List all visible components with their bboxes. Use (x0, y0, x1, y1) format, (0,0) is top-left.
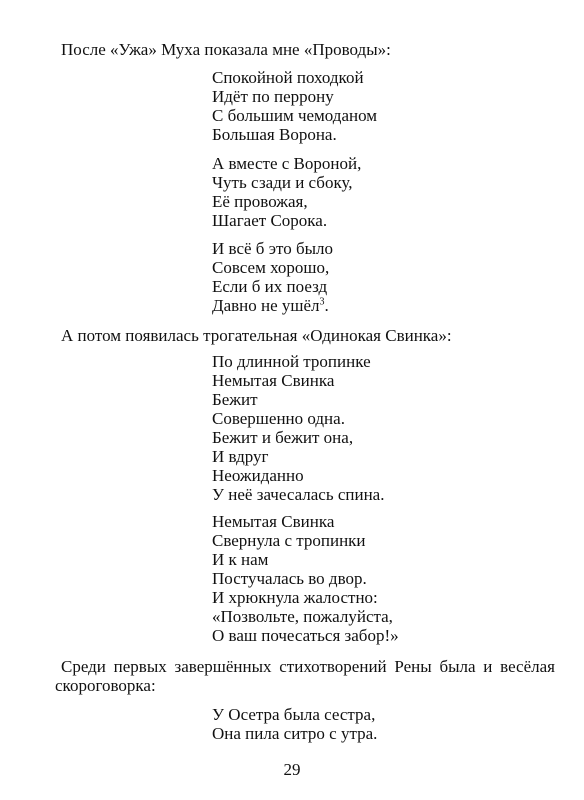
poem-line: Свернула с тропинки (212, 531, 366, 550)
poem-line: И всё б это было (212, 239, 334, 258)
poem-line: «Позвольте, пожалуйста, (212, 607, 393, 626)
poem-provody-stanza-1 (212, 68, 377, 144)
poem-svinka-stanza-2 (212, 512, 399, 645)
poem-line: Идёт по перрону (212, 87, 334, 106)
intro-paragraph-provody: После «Ужа» Муха показала мне «Проводы»: (61, 40, 391, 59)
intro-paragraph-svinka: А потом появилась трогательная «Одинокая Свинка»: (61, 326, 452, 345)
poem-line: Постучалась во двор. (212, 569, 367, 588)
poem-line: А вместе с Вороной, (212, 154, 362, 173)
poem-line: И к нам (212, 550, 269, 569)
poem-line: Её провожая, (212, 192, 308, 211)
poem-line: По длинной тропинке (212, 352, 371, 371)
poem-line: У Осетра была сестра, (212, 705, 376, 724)
poem-skorogovorka (212, 705, 377, 743)
poem-provody-stanza-3 (212, 239, 333, 315)
intro-paragraph-skorogovorka: Среди первых завершённых стихотворений Рены была и весёлая скороговорка: (55, 657, 555, 695)
poem-line: Бежит и бежит она, (212, 428, 354, 447)
poem-provody-stanza-2 (212, 154, 361, 230)
poem-line: Совсем хорошо, (212, 258, 330, 277)
poem-line: Чуть сзади и сбоку, (212, 173, 353, 192)
poem-line: О ваш почесаться забор!» (212, 626, 399, 645)
poem-line: Большая Ворона. (212, 125, 337, 144)
poem-line-text: Давно не ушёл (212, 296, 320, 315)
poem-line: И вдруг (212, 447, 269, 466)
poem-line: Спокойной походкой (212, 68, 364, 87)
poem-line-with-footnote: Давно не ушёл$^3$. (212, 296, 329, 315)
page-number: 29 (283, 760, 301, 779)
poem-line: Она пила ситро с утра. (212, 724, 378, 743)
footnote-mark: 3 (319, 296, 325, 308)
poem-line: С большим чемоданом (212, 106, 378, 125)
poem-line: Если б их поезд (212, 277, 328, 296)
poem-line: Бежит (212, 390, 258, 409)
poem-line: У неё зачесалась спина. (212, 485, 385, 504)
poem-line: Немытая Свинка (212, 512, 335, 531)
poem-line: Неожиданно (212, 466, 304, 485)
poem-line: Немытая Свинка (212, 371, 335, 390)
poem-line: И хрюкнула жалостно: (212, 588, 378, 607)
poem-line: Совершенно одна. (212, 409, 345, 428)
poem-svinka-stanza-1 (212, 352, 384, 504)
poem-line: Шагает Сорока. (212, 211, 328, 230)
